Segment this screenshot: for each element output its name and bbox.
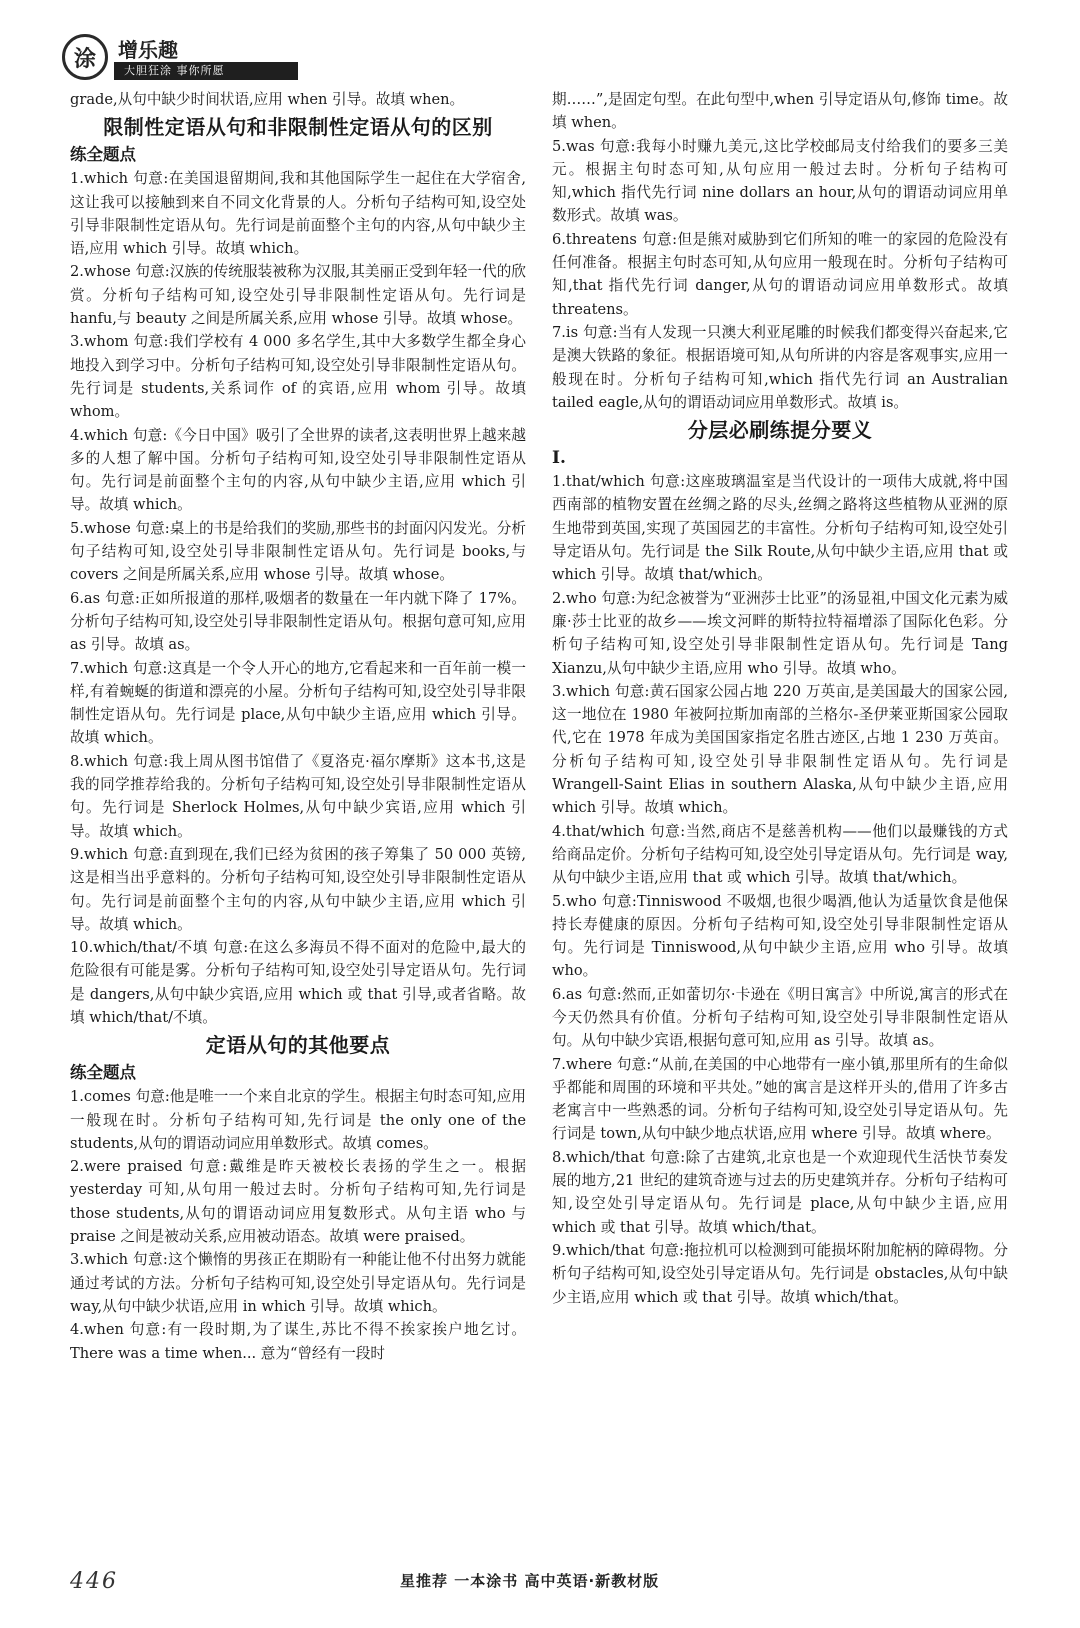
answer-item: 1.which 句意:在美国退留期间,我和其他国际学生一起住在大学宿舍,这让我可以接触到来自不同文化背景的人。分析句子结构可知,设空处引导非限制性定语从句。先行词是前面整个主句的内容,从句中缺少主语,应用 which 引导。故填 which。 (70, 170, 526, 258)
answer-item: 1.that/which 句意:这座玻璃温室是当代设计的一项伟大成就,将中国西南部的植物安置在丝绸之路的尽头,丝绸之路将这些植物从亚洲的原生地带到英国,实现了英国园艺的丰富性。分析句子结构可知,设空处引导定语从句。先行词是 the Silk Route,从句中缺少主语,应用 that 或 which 引导。故填 that/which。 (552, 473, 1008, 584)
section-subtitle: 练全题点 (70, 145, 136, 165)
header (62, 30, 302, 82)
section-subtitle: Ⅰ. (552, 448, 566, 469)
right-column (552, 88, 1008, 1309)
answer-item: 5.who 句意:Tinniswood 不吸烟,也很少喝酒,他认为适量饮食是他保持长寿健康的原因。分析句子结构可知,设空处引导非限制性定语从句。先行词是 Tinniswood,从句中缺少主语,应用 who 引导。故填 who。 (552, 892, 1008, 980)
answer-item: 3.which 句意:黄石国家公园占地 220 万英亩,是美国最大的国家公园,这一地位在 1980 年被阿拉斯加南部的兰格尔-圣伊莱亚斯国家公园取代,它在 1978 年成为美国国家指定名胜古迹区,占地 1 230 万英亩。分析句子结构可知,设空处引导非限制性定语从句。先行词是 Wrangell-Saint Elias in southern Alaska,从句中缺少主语,应用 which 引导。故填 which。 (552, 682, 1008, 817)
answer-item: 2.whose 句意:汉族的传统服装被称为汉服,其美丽正受到年轻一代的欣赏。分析句子结构可知,设空处引导非限制性定语从句。先行词是 hanfu,与 beauty 之间是所属关系,应用 whose 引导。故填 whose。 (70, 263, 526, 328)
brand-name: 增乐趣 (118, 38, 178, 62)
footer (70, 1566, 1010, 1596)
slogan: 大胆狂涂 事你所愿 (114, 62, 298, 80)
answer-item: 4.that/which 句意:当然,商店不是慈善机构——他们以最赚钱的方式给商品定价。分析句子结构可知,设空处引导定语从句。先行词是 way,从句中缺少主语,应用 that 或 which 引导。故填 that/which。 (552, 822, 1008, 887)
answer-item: 期……”,是固定句型。在此句型中,when 引导定语从句,修饰 time。故填 when。 (552, 91, 1008, 132)
answer-item: 6.as 句意:正如所报道的那样,吸烟者的数量在一年内就下降了 17%。分析句子结构可知,设空处引导非限制性定语从句。根据句意可知,应用 as 引导。故填 as。 (70, 589, 526, 654)
answer-item: 7.is 句意:当有人发现一只澳大利亚尾雕的时候我们都变得兴奋起来,它是澳大铁路的象征。根据语境可知,从句所讲的内容是客观事实,应用一般现在时。分析句子结构可知,which 指代先行词 an Australian tailed eagle,从句的谓语动词应用单数形式。故填 is。 (552, 323, 1008, 411)
footer-text: 星推荐 一本涂书 高中英语·新教材版 (400, 1572, 660, 1590)
answer-item: 5.was 句意:我每小时赚九美元,这比学校邮局支付给我们的要多三美元。根据主句时态可知,从句应用一般过去时。分析句子结构可知,which 指代先行词 nine dollars an hour,从句的谓语动词应用单数形式。故填 was。 (552, 137, 1008, 225)
answer-item: 6.threatens 句意:但是熊对威胁到它们所知的唯一的家园的危险没有任何准备。根据主句时态可知,从句应用一般现在时。分析句子结构可知,that 指代先行词 danger,从句的谓语动词应用单数形式。故填 threatens。 (552, 230, 1008, 318)
page-number: 446 (70, 1568, 118, 1594)
answer-item: 8.which/that 句意:除了古建筑,北京也是一个欢迎现代生活快节奏发展的地方,21 世纪的建筑奇迹与过去的历史建筑并存。分析句子结构可知,设空处引导定语从句。先行词是 place,从句中缺少主语,应用 which 或 that 引导。故填 which/that。 (552, 1148, 1008, 1236)
section-heading: 分层必刷练提分要义 (687, 418, 873, 443)
answer-item: 7.where 句意:“从前,在美国的中心地带有一座小镇,那里所有的生命似乎都能和周围的环境和平共处。”她的寓言是这样开头的,借用了许多古老寓言中一些熟悉的词。分析句子结构可知,设空处引导定语从句。先行词是 town,从句中缺少地点状语,应用 where 引导。故填 where。 (552, 1055, 1008, 1143)
answer-item: 4.which 句意:《今日中国》吸引了全世界的读者,这表明世界上越来越多的人想了解中国。分析句子结构可知,设空处引导非限制性定语从句。先行词是前面整个主句的内容,从句中缺少主语,应用 which 引导。故填 which。 (70, 426, 526, 514)
answer-item: 6.as 句意:然而,正如蕾切尔·卡逊在《明日寓言》中所说,寓言的形式在今天仍然具有价值。分析句子结构可知,设空处引导非限制性定语从句。从句中缺少宾语,根据句意可知,应用 as 引导。故填 as。 (552, 985, 1008, 1050)
answer-item: 8.which 句意:我上周从图书馆借了《夏洛克·福尔摩斯》这本书,这是我的同学推荐给我的。分析句子结构可知,设空处引导非限制性定语从句。先行词是 Sherlock Holmes,从句中缺少宾语,应用 which 引导。故填 which。 (70, 752, 526, 840)
answer-item: 3.which 句意:这个懒惰的男孩正在期盼有一种能让他不付出努力就能通过考试的方法。分析句子结构可知,设空处引导定语从句。先行词是 way,从句中缺少状语,应用 in which 引导。故填 which。 (70, 1251, 526, 1315)
answer-item: 2.who 句意:为纪念被誉为“亚洲莎士比亚”的汤显祖,中国文化元素为威廉·莎士比亚的故乡——埃文河畔的斯特拉特福增添了国际化色彩。分析句子结构可知,设空处引导非限制性定语从句。先行词是 Tang Xianzu,从句中缺少主语,应用 who 引导。故填 who。 (552, 589, 1008, 677)
answer-item: 7.which 句意:这真是一个令人开心的地方,它看起来和一百年前一模一样,有着蜿蜒的街道和漂亮的小屋。分析句子结构可知,设空处引导非限制性定语从句。先行词是 place,从句中缺少主语,应用 which 引导。故填 which。 (70, 659, 526, 747)
answer-item: 4.when 句意:有一段时期,为了谋生,苏比不得不挨家挨户地乞讨。There was a time when... 意为“曾经有一段时 (70, 1321, 526, 1362)
intro-text: grade,从句中缺少时间状语,应用 when 引导。故填 when。 (70, 91, 465, 108)
section-heading: 限制性定语从句和非限制性定语从句的区别 (103, 115, 493, 140)
section-subtitle: 练全题点 (70, 1063, 136, 1083)
left-column (70, 88, 526, 1365)
answer-item: 3.whom 句意:我们学校有 4 000 多名学生,其中大多数学生都全身心地投入到学习中。分析句子结构可知,设空处引导非限制性定语从句。先行词是 students,关系词作 of 的宾语,应用 whom 引导。故填 whom。 (70, 333, 526, 421)
answer-item: 9.which 句意:直到现在,我们已经为贫困的孩子筹集了 50 000 英镑,这是相当出乎意料的。分析句子结构可知,设空处引导非限制性定语从句。先行词是前面整个主句的内容,从句中缺少主语,应用 which 引导。故填 which。 (70, 845, 526, 933)
logo-icon: 涂 (62, 34, 108, 80)
answer-item: 10.which/that/不填 句意:在这么多海员不得不面对的危险中,最大的危险很有可能是雾。分析句子结构可知,设空处引导定语从句。先行词是 dangers,从句中缺少宾语,应用 which 或 that 引导,或者省略。故填 which/that/不填。 (70, 939, 526, 1026)
answer-item: 1.comes 句意:他是唯一一个来自北京的学生。根据主句时态可知,应用一般现在时。分析句子结构可知,先行词是 the only one of the students,从句的谓语动词应用单数形式。故填 comes。 (70, 1088, 526, 1152)
answer-item: 2.were praised 句意:戴维是昨天被校长表扬的学生之一。根据 yesterday 可知,从句用一般过去时。分析句子结构可知,先行词是 those students,从句的谓语动词应用复数形式。从句主语 who 与 praise 之间是被动关系,应用被动语态。故填 were praised。 (70, 1158, 526, 1246)
answer-item: 9.which/that 句意:拖拉机可以检测到可能损坏附加舵柄的障碍物。分析句子结构可知,设空处引导定语从句。先行词是 obstacles,从句中缺少主语,应用 which 或 that 引导。故填 which/that。 (552, 1241, 1008, 1306)
section-heading: 定语从句的其他要点 (205, 1033, 391, 1058)
answer-item: 5.whose 句意:桌上的书是给我们的奖励,那些书的封面闪闪发光。分析句子结构可知,设空处引导非限制性定语从句。先行词是 books,与 covers 之间是所属关系,应用 whose 引导。故填 whose。 (70, 519, 526, 584)
